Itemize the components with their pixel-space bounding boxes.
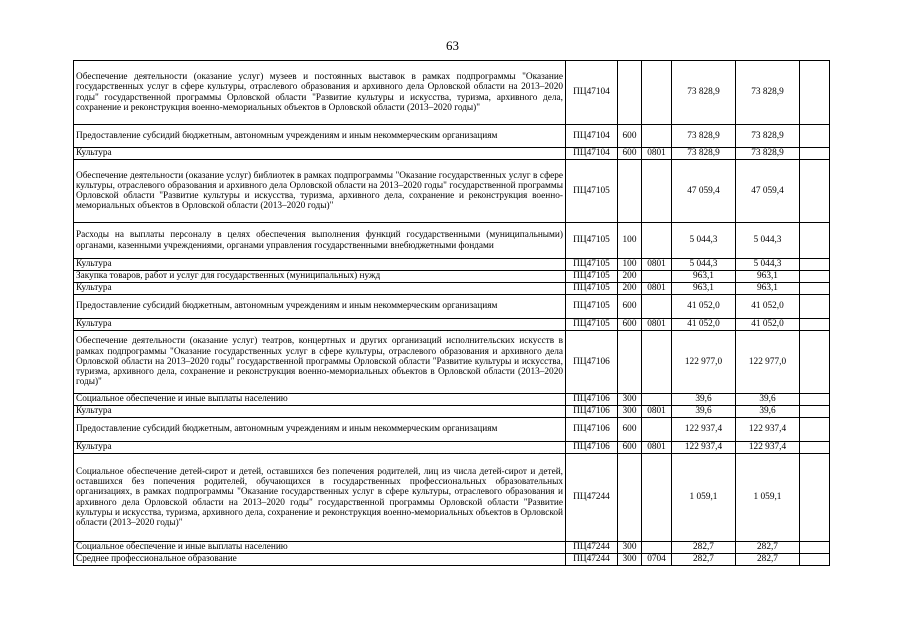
row-name: Социальное обеспечение и иные выплаты населению <box>74 394 566 406</box>
budget-table <box>73 60 830 566</box>
row-code: ПЦ47105 <box>566 223 618 259</box>
row-expense-type: 600 <box>618 295 642 319</box>
row-name: Предоставление субсидий бюджетным, автономным учреждениям и иным некоммерческим организациям <box>74 295 566 319</box>
row-value-2: 282,7 <box>736 554 800 566</box>
budget-table-body <box>74 61 830 566</box>
row-extra <box>800 148 830 160</box>
row-code: ПЦ47106 <box>566 406 618 418</box>
row-expense-type: 200 <box>618 271 642 283</box>
row-code: ПЦ47105 <box>566 319 618 331</box>
row-value-1: 73 828,9 <box>672 61 736 125</box>
row-code: ПЦ47105 <box>566 283 618 295</box>
row-expense-type <box>618 454 642 542</box>
row-extra <box>800 125 830 148</box>
row-value-1: 41 052,0 <box>672 295 736 319</box>
row-name: Среднее профессиональное образование <box>74 554 566 566</box>
row-value-1: 73 828,9 <box>672 148 736 160</box>
row-value-1: 1 059,1 <box>672 454 736 542</box>
row-code: ПЦ47105 <box>566 160 618 223</box>
row-value-2: 5 044,3 <box>736 259 800 271</box>
row-code: ПЦ47106 <box>566 394 618 406</box>
row-section <box>642 454 672 542</box>
row-code: ПЦ47105 <box>566 271 618 283</box>
row-extra <box>800 271 830 283</box>
row-section: 0801 <box>642 319 672 331</box>
row-expense-type: 300 <box>618 406 642 418</box>
row-name: Культура <box>74 442 566 454</box>
row-value-2: 39,6 <box>736 394 800 406</box>
row-value-1: 73 828,9 <box>672 125 736 148</box>
row-value-2: 41 052,0 <box>736 319 800 331</box>
row-extra <box>800 61 830 125</box>
row-extra <box>800 223 830 259</box>
row-expense-type: 100 <box>618 259 642 271</box>
table-row <box>74 61 830 125</box>
row-code: ПЦ47244 <box>566 454 618 542</box>
row-value-2: 73 828,9 <box>736 125 800 148</box>
row-name: Социальное обеспечение детей-сирот и детей, оставшихся без попечения родителей, лиц из числа детей-сирот и детей, оставшихся без попечения родителей, обучающихся в государственных профессиональных образовательных организациях, в рамках подпрограммы "Оказание государственных услуг в сфере культуры, отраслевого образования и архивного дела Орловской области на 2013–2020 годы" государственной программы Орловской области "Развитие культуры и искусства, туризма, архивного дела, сохранение и реконструкция военно-мемориальных объектов в Орловской области (2013–2020 годы)" <box>74 454 566 542</box>
row-expense-type: 600 <box>618 148 642 160</box>
row-value-1: 282,7 <box>672 542 736 554</box>
row-extra <box>800 454 830 542</box>
row-section: 0801 <box>642 259 672 271</box>
row-value-1: 5 044,3 <box>672 223 736 259</box>
row-section: 0801 <box>642 148 672 160</box>
table-row <box>74 406 830 418</box>
table-row <box>74 283 830 295</box>
row-expense-type: 600 <box>618 319 642 331</box>
table-row <box>74 331 830 394</box>
row-expense-type <box>618 160 642 223</box>
table-row <box>74 542 830 554</box>
row-expense-type: 200 <box>618 283 642 295</box>
row-name: Культура <box>74 319 566 331</box>
row-expense-type <box>618 61 642 125</box>
row-value-2: 73 828,9 <box>736 148 800 160</box>
row-section <box>642 331 672 394</box>
row-section <box>642 125 672 148</box>
row-value-2: 5 044,3 <box>736 223 800 259</box>
row-expense-type: 100 <box>618 223 642 259</box>
row-section <box>642 295 672 319</box>
row-section <box>642 394 672 406</box>
row-name: Предоставление субсидий бюджетным, автономным учреждениям и иным некоммерческим организациям <box>74 125 566 148</box>
row-code: ПЦ47105 <box>566 295 618 319</box>
row-code: ПЦ47244 <box>566 554 618 566</box>
row-code: ПЦ47104 <box>566 148 618 160</box>
row-name: Социальное обеспечение и иные выплаты населению <box>74 542 566 554</box>
table-row <box>74 418 830 442</box>
table-row <box>74 259 830 271</box>
row-extra <box>800 319 830 331</box>
row-extra <box>800 554 830 566</box>
row-expense-type <box>618 331 642 394</box>
row-name: Культура <box>74 406 566 418</box>
row-value-1: 122 937,4 <box>672 418 736 442</box>
table-row <box>74 454 830 542</box>
row-value-2: 73 828,9 <box>736 61 800 125</box>
row-extra <box>800 160 830 223</box>
page-number: 63 <box>446 38 459 53</box>
row-value-2: 47 059,4 <box>736 160 800 223</box>
row-section <box>642 223 672 259</box>
row-value-2: 963,1 <box>736 271 800 283</box>
row-section <box>642 418 672 442</box>
row-extra <box>800 259 830 271</box>
row-expense-type: 300 <box>618 554 642 566</box>
row-section <box>642 61 672 125</box>
row-value-1: 963,1 <box>672 271 736 283</box>
row-value-2: 41 052,0 <box>736 295 800 319</box>
table-row <box>74 319 830 331</box>
row-value-1: 122 937,4 <box>672 442 736 454</box>
table-row <box>74 442 830 454</box>
row-value-2: 1 059,1 <box>736 454 800 542</box>
table-row <box>74 554 830 566</box>
row-value-2: 39,6 <box>736 406 800 418</box>
row-section: 0801 <box>642 283 672 295</box>
table-row <box>74 271 830 283</box>
row-extra <box>800 442 830 454</box>
row-code: ПЦ47244 <box>566 542 618 554</box>
row-name: Предоставление субсидий бюджетным, автономным учреждениям и иным некоммерческим организациям <box>74 418 566 442</box>
row-value-1: 5 044,3 <box>672 259 736 271</box>
row-extra <box>800 394 830 406</box>
row-code: ПЦ47106 <box>566 418 618 442</box>
row-code: ПЦ47104 <box>566 61 618 125</box>
table-row <box>74 394 830 406</box>
row-expense-type: 300 <box>618 394 642 406</box>
row-value-1: 39,6 <box>672 394 736 406</box>
row-value-1: 282,7 <box>672 554 736 566</box>
row-name: Закупка товаров, работ и услуг для государственных (муниципальных) нужд <box>74 271 566 283</box>
row-name: Культура <box>74 283 566 295</box>
table-row <box>74 148 830 160</box>
row-value-1: 39,6 <box>672 406 736 418</box>
row-code: ПЦ47106 <box>566 331 618 394</box>
row-extra <box>800 331 830 394</box>
row-extra <box>800 542 830 554</box>
row-name: Обеспечение деятельности (оказание услуг) библиотек в рамках подпрограммы "Оказание государственных услуг в сфере культуры, отраслевого образования и архивного дела Орловской области на 2013–2020 годы" государственной программы Орловской области "Развитие культуры и искусства, туризма, архивного дела, сохранение и реконструкция военно-мемориальных объектов в Орловской области (2013–2020 годы)" <box>74 160 566 223</box>
row-expense-type: 600 <box>618 442 642 454</box>
row-value-1: 122 977,0 <box>672 331 736 394</box>
row-expense-type: 300 <box>618 542 642 554</box>
row-name: Культура <box>74 148 566 160</box>
row-section <box>642 542 672 554</box>
row-expense-type: 600 <box>618 418 642 442</box>
row-value-1: 41 052,0 <box>672 319 736 331</box>
row-name: Расходы на выплаты персоналу в целях обеспечения выполнения функций государственными (муниципальными) органами, казенными учреждениями, органами управления государственными внебюджетными фондами <box>74 223 566 259</box>
row-value-2: 963,1 <box>736 283 800 295</box>
table-row <box>74 125 830 148</box>
row-section <box>642 160 672 223</box>
row-name: Обеспечение деятельности (оказание услуг) музеев и постоянных выставок в рамках подпрограммы "Оказание государственных услуг в сфере культуры, отраслевого образования и архивного дела Орловской области на 2013–2020 годы" государственной программы Орловской области "Развитие культуры и искусства, туризма, архивного дела, сохранение и реконструкция военно-мемориальных объектов в Орловской области (2013–2020 годы)" <box>74 61 566 125</box>
row-value-2: 122 977,0 <box>736 331 800 394</box>
row-extra <box>800 295 830 319</box>
row-section <box>642 271 672 283</box>
row-extra <box>800 418 830 442</box>
row-value-2: 122 937,4 <box>736 418 800 442</box>
table-row <box>74 160 830 223</box>
table-row <box>74 223 830 259</box>
row-section: 0801 <box>642 406 672 418</box>
row-name: Культура <box>74 259 566 271</box>
table-row <box>74 295 830 319</box>
row-section: 0801 <box>642 442 672 454</box>
row-code: ПЦ47105 <box>566 259 618 271</box>
row-value-1: 963,1 <box>672 283 736 295</box>
row-section: 0704 <box>642 554 672 566</box>
row-extra <box>800 406 830 418</box>
row-name: Обеспечение деятельности (оказание услуг) театров, концертных и других организаций исполнительских искусств в рамках подпрограммы "Оказание государственных услуг в сфере культуры, отраслевого образования и архивного дела Орловской области на 2013–2020 годы" государственной программы Орловской области "Развитие культуры и искусства, туризма, архивного дела, сохранение и реконструкция военно-мемориальных объектов в Орловской области (2013–2020 годы)" <box>74 331 566 394</box>
row-extra <box>800 283 830 295</box>
row-value-1: 47 059,4 <box>672 160 736 223</box>
row-code: ПЦ47106 <box>566 442 618 454</box>
row-value-2: 122 937,4 <box>736 442 800 454</box>
row-expense-type: 600 <box>618 125 642 148</box>
row-code: ПЦ47104 <box>566 125 618 148</box>
row-value-2: 282,7 <box>736 542 800 554</box>
